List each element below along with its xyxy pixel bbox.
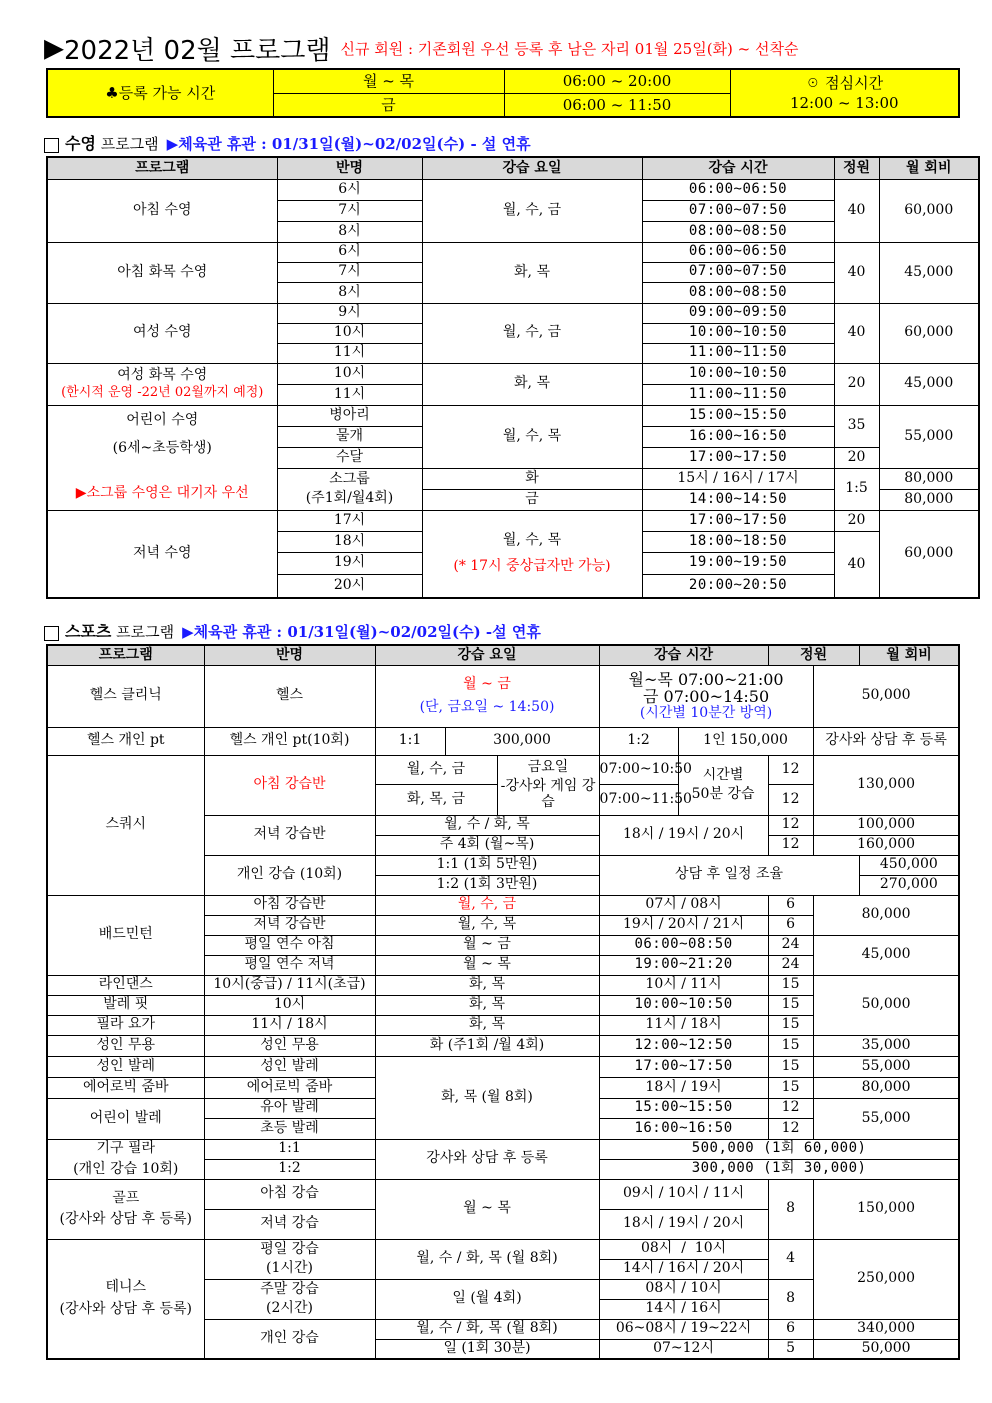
program-note: ▶소그룹 수영은 대기자 우선: [75, 485, 249, 502]
class-cell: [204, 1239, 375, 1279]
fee: 160,000: [813, 835, 959, 855]
class-name: 8시: [277, 282, 422, 303]
capacity: 35: [834, 405, 879, 447]
fee: 50,000: [813, 1339, 959, 1359]
class-time: 09시 / 10시 / 11시: [599, 1179, 768, 1209]
class-time: 11:00~11:50: [642, 384, 834, 405]
header-class: 반명: [277, 157, 422, 179]
class-time: 20:00~20:50: [642, 574, 834, 598]
sports-section-title: 스포츠 프로그램 ▶체육관 휴관 : 01/31일(월)~02/02일(수) -설 연휴: [44, 619, 541, 642]
class-name: 성인 무용: [204, 1035, 375, 1056]
class-time: 07시 / 08시: [599, 895, 768, 915]
program-name: 테니스: [105, 1279, 147, 1296]
class-days: 월, 수, 금: [375, 895, 599, 915]
class-time: 17:00~17:50: [642, 510, 834, 531]
class-cell: [277, 468, 422, 510]
hours-time-weekday: 06:00 ~ 20:00: [504, 69, 730, 93]
fee: 500,000 (1회 60,000): [599, 1139, 959, 1159]
sports-closure-note: ▶체육관 휴관 : 01/31일(월)~02/02일(수) -설 연휴: [182, 623, 541, 641]
class-days-note: (* 17시 중상급자만 가능): [453, 557, 611, 574]
sports-program-table: [46, 644, 960, 1360]
class-time: 18:00~18:50: [642, 531, 834, 552]
class-days: 월 ~ 목: [375, 955, 599, 975]
class-time: 월~목 07:00~21:00: [628, 669, 784, 689]
capacity: 24: [768, 935, 813, 955]
class-days: 강사와 상담 후 등록: [375, 1139, 599, 1179]
class-time: 07:00~10:50: [599, 755, 678, 784]
program-name: 성인 발레: [47, 1056, 204, 1077]
fee: 55,000: [879, 405, 979, 468]
class-time: 15:00~15:50: [642, 405, 834, 426]
class-days: 화, 목: [375, 995, 599, 1015]
class-time: 16:00~16:50: [599, 1118, 768, 1139]
class-time: 19:00~19:50: [642, 552, 834, 574]
class-name: 10시: [277, 323, 422, 343]
fee: 55,000: [813, 1056, 959, 1077]
swim-closure-note: ▶체육관 휴관 : 01/31일(월)~02/02일(수) - 설 연휴: [166, 135, 531, 153]
program-name: 아침 화목 수영: [47, 242, 277, 303]
capacity: 15: [768, 1015, 813, 1035]
header-capacity: 정원: [834, 157, 879, 179]
program-name: 저녁 수영: [47, 510, 277, 598]
class-days: 화, 목, 금: [375, 784, 497, 815]
capacity: 1:5: [834, 468, 879, 510]
class-time: 10:00~10:50: [642, 363, 834, 384]
class-days: 일 (월 4회): [375, 1279, 599, 1319]
class-name: 6시: [277, 242, 422, 262]
class-name: 개인 강습: [204, 1319, 375, 1359]
class-days: 월, 수, 목: [375, 915, 599, 935]
class-time: 07:00~07:50: [642, 262, 834, 282]
class-time: 17:00~17:50: [642, 447, 834, 468]
class-name: 6시: [277, 179, 422, 200]
program-name: 아침 수영: [47, 179, 277, 242]
header-days: 강습 요일: [375, 645, 599, 665]
class-days-note: (단, 금요일 ~ 14:50): [419, 699, 555, 715]
class-name: 물개: [277, 426, 422, 447]
class-duration: 시간별: [702, 766, 744, 783]
class-time: 18시 / 19시 / 20시: [599, 1209, 768, 1239]
program-name: 스쿼시: [47, 755, 204, 895]
class-time: 08:00~08:50: [642, 221, 834, 242]
program-name: 여성 화목 수영: [117, 366, 208, 383]
capacity: 40: [834, 242, 879, 303]
fee: 45,000: [879, 363, 979, 405]
class-name: 20시: [277, 574, 422, 598]
fee: 340,000: [813, 1319, 959, 1339]
class-name: 1:1: [204, 1139, 375, 1159]
program-sub: (강사와 상담 후 등록): [59, 1211, 192, 1227]
class-cell: [204, 1279, 375, 1319]
fee: 50,000: [813, 975, 959, 1035]
class-time: 10:00~10:50: [642, 323, 834, 343]
class-name: 저녁 강습반: [204, 815, 375, 855]
program-name: 어린이 발레: [47, 1098, 204, 1139]
class-days: 주 4회 (월~목): [375, 835, 599, 855]
capacity: 15: [768, 1035, 813, 1056]
class-time: 06~08시 / 19~22시: [599, 1319, 768, 1339]
class-time: 14:00~14:50: [642, 489, 834, 510]
pt-price: 300,000: [445, 727, 599, 755]
lunch-cell: [730, 69, 959, 117]
class-name: 7시: [277, 262, 422, 282]
capacity: 12: [768, 784, 813, 815]
class-days: 화, 목: [375, 975, 599, 995]
capacity: 20: [834, 447, 879, 468]
class-name: 저녁 강습반: [204, 915, 375, 935]
swim-program-table: [46, 156, 980, 599]
capacity: 12: [768, 755, 813, 784]
class-time: 14시 / 16시 / 20시: [599, 1259, 768, 1279]
fee: 100,000: [813, 815, 959, 835]
checkbox-icon: [44, 138, 59, 153]
class-name: 저녁 강습: [204, 1209, 375, 1239]
header-time: 강습 시간: [599, 645, 768, 665]
capacity: 6: [768, 915, 813, 935]
hours-time-friday: 06:00 ~ 11:50: [504, 93, 730, 117]
class-name: 개인 강습 (10회): [204, 855, 375, 895]
class-days: 월 ~ 금: [463, 675, 511, 692]
class-days: 화, 목: [375, 1015, 599, 1035]
class-name: 아침 강습: [204, 1179, 375, 1209]
program-name: 어린이 수영: [126, 412, 199, 429]
capacity: 40: [834, 179, 879, 242]
class-name: 19시: [277, 552, 422, 574]
class-time: 06:00~08:50: [599, 935, 768, 955]
class-option: 1:2 (1회 3만원): [375, 875, 599, 895]
class-name: 18시: [277, 531, 422, 552]
program-cell: [47, 1239, 204, 1359]
fee: 250,000: [813, 1239, 959, 1319]
class-name: 초등 발레: [204, 1118, 375, 1139]
class-time: 06:00~06:50: [642, 242, 834, 262]
class-name: 병아리: [277, 405, 422, 426]
class-days: 월, 수, 금: [375, 755, 497, 784]
pt-ratio: 1:1: [375, 727, 445, 755]
class-sub: (주1회/월4회): [305, 490, 394, 506]
program-name: 기구 필라: [96, 1139, 156, 1156]
class-days: 월, 수 / 화, 목 (월 8회): [375, 1319, 599, 1339]
program-cell: [47, 1179, 204, 1239]
class-time: 14시 / 16시: [599, 1299, 768, 1319]
class-name: 헬스 개인 pt(10회): [204, 727, 375, 755]
class-time: 18시 / 19시 / 20시: [599, 815, 768, 855]
class-name: 유아 발레: [204, 1098, 375, 1118]
class-name: 헬스: [204, 665, 375, 727]
class-name: 11시: [277, 384, 422, 405]
class-name: 성인 발레: [204, 1056, 375, 1077]
class-time-note: (시간별 10분간 방역): [639, 704, 773, 721]
class-name: 11시: [277, 343, 422, 363]
class-time: 15시 / 16시 / 17시: [642, 468, 834, 489]
fee: 35,000: [813, 1035, 959, 1056]
class-name: 아침 강습반: [204, 755, 375, 815]
class-name: 에어로빅 줌바: [204, 1077, 375, 1098]
class-time: 19:00~21:20: [599, 955, 768, 975]
capacity: 5: [768, 1339, 813, 1359]
class-time: 금 07:00~14:50: [642, 687, 770, 707]
class-name: 주말 강습: [260, 1281, 319, 1298]
hours-label: ♣등록 가능 시간: [47, 69, 273, 117]
header-fee: 월 회비: [879, 157, 979, 179]
fee: 55,000: [813, 1098, 959, 1139]
class-time: 09:00~09:50: [642, 303, 834, 323]
class-name: 소그룹: [329, 470, 370, 487]
registration-note: 신규 회원 : 기존회원 우선 등록 후 남은 자리 01월 25일(화) ~ 선착순: [340, 40, 799, 58]
class-name: 10시: [204, 995, 375, 1015]
class-time: 08:00~08:50: [642, 282, 834, 303]
class-time-cell: [599, 665, 813, 727]
class-time: 18시 / 19시: [599, 1077, 768, 1098]
fee: 60,000: [879, 510, 979, 598]
program-name: 필라 요가: [47, 1015, 204, 1035]
registration-hours-table: [46, 68, 960, 118]
capacity: 4: [768, 1239, 813, 1279]
capacity: 40: [834, 531, 879, 598]
capacity: 12: [768, 815, 813, 835]
header-program: 프로그램: [47, 157, 277, 179]
class-days-cell: [497, 755, 599, 815]
fee: 300,000 (1회 30,000): [599, 1159, 959, 1179]
class-days: 월, 수, 금: [422, 303, 642, 363]
hours-days-friday: 금: [273, 93, 504, 117]
class-days: 금요일: [527, 758, 569, 775]
header-capacity: 정원: [768, 645, 859, 665]
class-time: 11시 / 18시: [599, 1015, 768, 1035]
class-name: 11시 / 18시: [204, 1015, 375, 1035]
program-sub: (강사와 상담 후 등록): [59, 1300, 192, 1317]
class-days: 화, 목: [422, 242, 642, 303]
class-sub: (1시간): [266, 1259, 313, 1276]
class-time: 08시 / 10시: [599, 1239, 768, 1259]
fee: 60,000: [879, 303, 979, 363]
class-time: 06:00~06:50: [642, 179, 834, 200]
program-name: 라인댄스: [47, 975, 204, 995]
program-name: 여성 수영: [47, 303, 277, 363]
class-days: 월, 수 / 화, 목 (월 8회): [375, 1239, 599, 1279]
class-days: 화: [422, 468, 642, 489]
class-days-note: -강사와 게임 강습: [500, 778, 596, 810]
fee: 60,000: [879, 179, 979, 242]
class-sub: (2시간): [266, 1299, 313, 1316]
fee: 270,000: [859, 875, 959, 895]
class-time: 10:00~10:50: [599, 995, 768, 1015]
class-option: 1:1 (1회 5만원): [375, 855, 599, 875]
class-days: 월 ~ 목: [375, 1179, 599, 1239]
capacity: 12: [768, 1118, 813, 1139]
fee: 45,000: [813, 935, 959, 975]
pt-price: 1인 150,000: [678, 727, 813, 755]
fee: 강사와 상담 후 등록: [813, 727, 959, 755]
class-time: 08시 / 10시: [599, 1279, 768, 1299]
class-name: 8시: [277, 221, 422, 242]
program-cell: [47, 405, 277, 510]
class-days-cell: [375, 665, 599, 727]
program-name: 발레 핏: [47, 995, 204, 1015]
pt-ratio: 1:2: [599, 727, 678, 755]
class-time: 상담 후 일정 조율: [599, 855, 859, 895]
class-name: 7시: [277, 200, 422, 221]
capacity: 20: [834, 510, 879, 531]
class-time: 16:00~16:50: [642, 426, 834, 447]
capacity: 8: [768, 1179, 813, 1239]
class-time: 15:00~15:50: [599, 1098, 768, 1118]
class-duration: 50분 강습: [691, 786, 755, 802]
swim-section-title: 수영 프로그램 ▶체육관 휴관 : 01/31일(월)~02/02일(수) - 설 연휴: [44, 131, 531, 154]
header-class: 반명: [204, 645, 375, 665]
class-days: 일 (1회 30분): [375, 1339, 599, 1359]
capacity: 8: [768, 1279, 813, 1319]
capacity: 24: [768, 955, 813, 975]
class-name: 평일 연수 아침: [204, 935, 375, 955]
capacity: 15: [768, 975, 813, 995]
class-time: 17:00~17:50: [599, 1056, 768, 1077]
program-name: 에어로빅 줌바: [47, 1077, 204, 1098]
program-name: 헬스 클리닉: [47, 665, 204, 727]
program-sub: (6세~초등학생): [112, 439, 212, 456]
fee: 45,000: [879, 242, 979, 303]
fee: 80,000: [813, 895, 959, 935]
fee: 80,000: [879, 468, 979, 489]
program-name: 배드민턴: [47, 895, 204, 975]
class-name: 10시: [277, 363, 422, 384]
program-cell: [47, 363, 277, 405]
capacity: 20: [834, 363, 879, 405]
class-time: 07:00~11:50: [599, 784, 678, 815]
arrow-icon: ▶: [44, 33, 64, 64]
class-name: 17시: [277, 510, 422, 531]
fee: 80,000: [813, 1077, 959, 1098]
class-days: 화, 목 (월 8회): [375, 1056, 599, 1139]
fee: 130,000: [813, 755, 959, 815]
header-days: 강습 요일: [422, 157, 642, 179]
class-days: 월, 수, 목: [422, 405, 642, 468]
class-days: 월, 수, 금: [422, 179, 642, 242]
program-note: (한시적 운영 -22년 02월까지 예정): [61, 385, 264, 401]
program-sub: (개인 강습 10회): [73, 1161, 179, 1177]
page-header: [44, 30, 974, 64]
class-name: 아침 강습반: [204, 895, 375, 915]
class-days: 금: [422, 489, 642, 510]
class-time: 19시 / 20시 / 21시: [599, 915, 768, 935]
fee: 450,000: [859, 855, 959, 875]
capacity: 6: [768, 1319, 813, 1339]
class-days-cell: [422, 510, 642, 598]
capacity: 15: [768, 1077, 813, 1098]
class-days: 월, 수 / 화, 목: [375, 815, 599, 835]
capacity: 12: [768, 1098, 813, 1118]
program-cell: [47, 1139, 204, 1179]
capacity: 12: [768, 835, 813, 855]
class-days: 월, 수, 목: [502, 532, 562, 549]
program-name: 성인 무용: [47, 1035, 204, 1056]
capacity: 15: [768, 995, 813, 1015]
class-name: 10시(중급) / 11시(초급): [204, 975, 375, 995]
header-time: 강습 시간: [642, 157, 834, 179]
lunch-label: ☉ 점심시간: [805, 73, 884, 92]
capacity: 15: [768, 1056, 813, 1077]
class-time: 12:00~12:50: [599, 1035, 768, 1056]
capacity: 40: [834, 303, 879, 363]
fee: 50,000: [813, 665, 959, 727]
program-name: 골프: [112, 1189, 140, 1206]
program-name: 헬스 개인 pt: [47, 727, 204, 755]
class-time: 07:00~07:50: [642, 200, 834, 221]
class-name: 평일 연수 저녁: [204, 955, 375, 975]
checkbox-icon: [44, 626, 59, 641]
hours-days-weekday: 월 ~ 목: [273, 69, 504, 93]
class-name: 1:2: [204, 1159, 375, 1179]
class-time: 07~12시: [599, 1339, 768, 1359]
class-name: 수달: [277, 447, 422, 468]
class-name: 9시: [277, 303, 422, 323]
header-fee: 월 회비: [859, 645, 959, 665]
fee: 80,000: [879, 489, 979, 510]
page-title: 2022년 02월 프로그램: [64, 36, 331, 66]
class-time: 11:00~11:50: [642, 343, 834, 363]
lunch-time: 12:00 ~ 13:00: [789, 94, 899, 112]
class-days: 월 ~ 금: [375, 935, 599, 955]
class-time: 10시 / 11시: [599, 975, 768, 995]
header-program: 프로그램: [47, 645, 204, 665]
capacity: 6: [768, 895, 813, 915]
class-name: 평일 강습: [260, 1241, 319, 1258]
class-days: 화, 목: [422, 363, 642, 405]
class-days: 화 (주1회 /월 4회): [375, 1035, 599, 1056]
fee: 150,000: [813, 1179, 959, 1239]
